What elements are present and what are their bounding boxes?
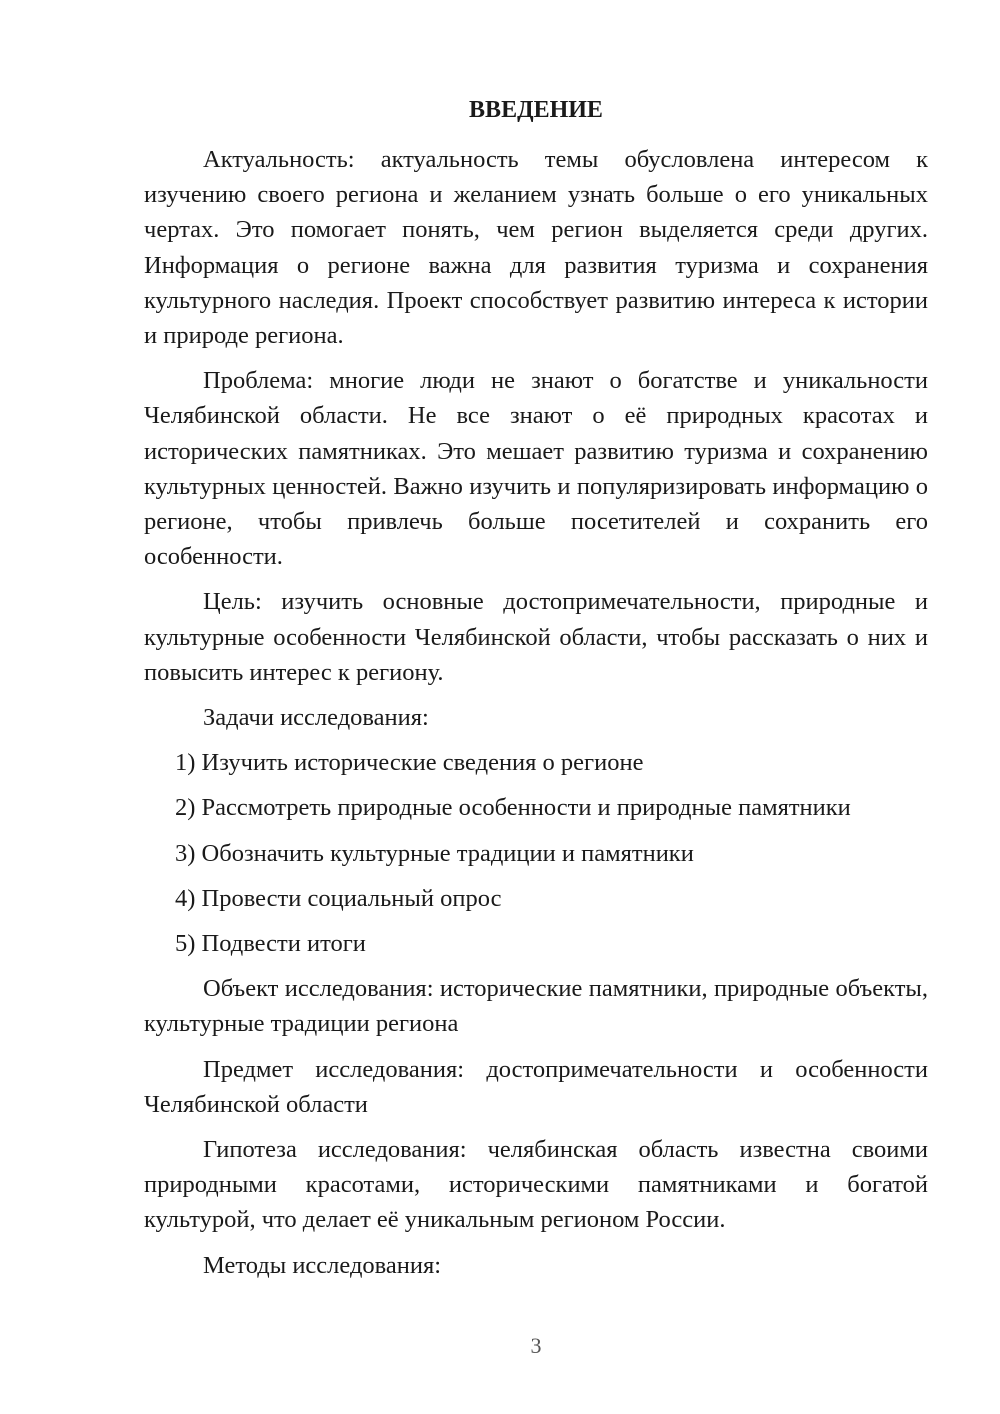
section-heading: ВВЕДЕНИЕ (469, 97, 603, 123)
list-item: 3) Обозначить культурные традиции и памятники (175, 839, 694, 867)
list-item: 2) Рассмотреть природные особенности и природные памятники (175, 794, 851, 822)
page-number: 3 (530, 1333, 542, 1358)
list-item: 5) Подвести итоги (175, 930, 366, 958)
page-content (144, 92, 928, 1293)
problem-paragraph: Проблема: многие люди не знают о богатстве и уникальности Челябинской области. Не все знают о её природных красотах и исторических памятниках. Это мешает развитию туризма и сохранению культурных ценностей. Важно изучить и популяризировать информацию о регионе, чтобы привлечь больше посетителей и сохранить его особенности. (144, 367, 928, 571)
subject-paragraph: Предмет исследования: достопримечательности и особенности Челябинской области (144, 1055, 928, 1118)
methods-title: Методы исследования: (203, 1251, 442, 1279)
list-item: 1) Изучить исторические сведения о регионе (175, 749, 644, 777)
list-item: 4) Провести социальный опрос (175, 884, 502, 912)
object-paragraph: Объект исследования: исторические памятники, природные объекты, культурные традиции региона (144, 975, 928, 1038)
tasks-title: Задачи исследования: (203, 704, 429, 732)
goal-paragraph: Цель: изучить основные достопримечательности, природные и культурные особенности Челябинской области, чтобы рассказать о них и повысить интерес к региону. (144, 588, 928, 686)
hypothesis-paragraph: Гипотеза исследования: челябинская область известна своими природными красотами, историческими памятниками и богатой культурой, что делает её уникальным регионом России. (144, 1136, 928, 1234)
relevance-paragraph: Актуальность: актуальность темы обусловлена интересом к изучению своего региона и желанием узнать больше о его уникальных чертах. Это помогает понять, чем регион выделяется среди других. Информация о регионе важна для развития туризма и сохранения культурного наследия. Проект способствует развитию интереса к истории и природе региона. (144, 146, 928, 350)
tasks-list (144, 745, 928, 961)
